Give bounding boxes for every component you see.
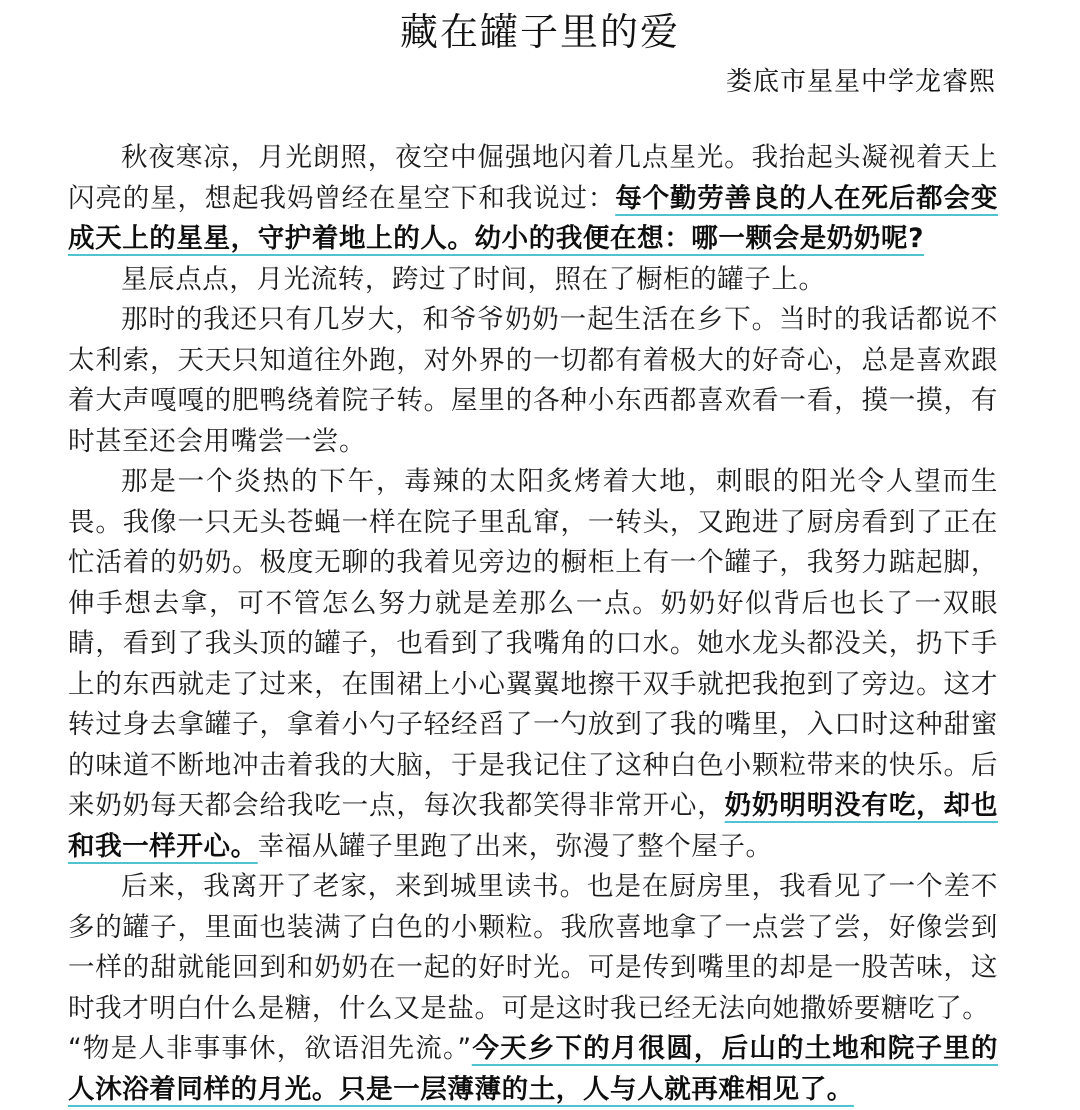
paragraph	[68, 867, 998, 1029]
highlighted-sentence: 今天乡下的月很圆，后山的土地和院子里的人沐浴着同样的月光。只是一层薄薄的土，人与人就再难相见了。	[68, 1033, 998, 1105]
paragraph-text: 那时的我还只有几岁大，和爷爷奶奶一起生活在乡下。当时的我话都说不太利索，天天只知道往外跑，对外界的一切都有着极大的好奇心，总是喜欢跟着大声嘎嘎的肥鸭绕着院子转。屋里的各种小东西都喜欢看一看，摸一摸，有时甚至还会用嘴尝一尝。	[68, 304, 998, 457]
paragraph-text: 那是一个炎热的下午，毒辣的太阳炙烤着大地，刺眼的阳光令人望而生畏。我像一只无头苍蝇一样在院子里乱窜，一转头，又跑进了厨房看到了正在忙活着的奶奶。极度无聊的我着见旁边的橱柜上有一个罐子，我努力踮起脚，伸手想去拿，可不管怎么努力就是差那么一点。奶奶好似背后也长了一双眼睛，看到了我头顶的罐子，也看到了我嘴角的口水。她水龙头都没关，扔下手上的东西就走了过来，在围裙上小心翼翼地擦干双手就把我抱到了旁边。这才转过身去拿罐子，拿着小勺子轻经舀了一勺放到了我的嘴里，入口时这种甜蜜的味道不断地冲击着我的大脑，于是我记住了这种白色小颗粒带来的快乐。后来奶奶每天都会给我吃一点，每次我都笑得非常开心，	[68, 466, 998, 821]
paragraph-text: 星辰点点，月光流转，跨过了时间，照在了橱柜的罐子上。	[121, 263, 826, 295]
paragraph-text-after: 幸福从罐子里跑了出来，弥漫了整个屋子。	[257, 830, 773, 862]
paragraph-text: 后来，我离开了老家，来到城里读书。也是在厨房里，我看见了一个差不多的罐子，里面也装满了白色的小颗粒。我欣喜地拿了一点尝了尝，好像尝到一样的甜就能回到和奶奶在一起的好时光。可是传到嘴里的却是一股苦味，这时我才明白什么是糖，什么又是盐。可是这时我已经无法向她撒娇要糖吃了。	[68, 871, 998, 1024]
essay-author: 娄底市星星中学龙睿熙	[725, 67, 996, 97]
paragraph	[68, 300, 998, 462]
paragraph-text: 秋夜寒凉，月光朗照，夜空中倔强地闪着几点星光。我抬起头凝视着天上闪亮的星，想起我妈曾经在星空下和我说过：	[68, 142, 998, 214]
quote-text: “物是人非事事休，欲语泪先流。”	[68, 1033, 472, 1064]
essay-title: 藏在罐子里的爱	[399, 10, 680, 54]
essay-body	[68, 138, 998, 1110]
paragraph	[68, 462, 998, 867]
paragraph	[68, 1029, 998, 1110]
paragraph	[68, 138, 998, 260]
highlighted-sentence: 奶奶明明没有吃，却也和我一样开心。	[68, 790, 998, 862]
highlighted-sentence: 每个勤劳善良的人在死后都会变成天上的星星，守护着地上的人。幼小的我便在想：哪一颗会是奶奶呢?	[68, 182, 999, 254]
paragraph	[68, 260, 998, 301]
